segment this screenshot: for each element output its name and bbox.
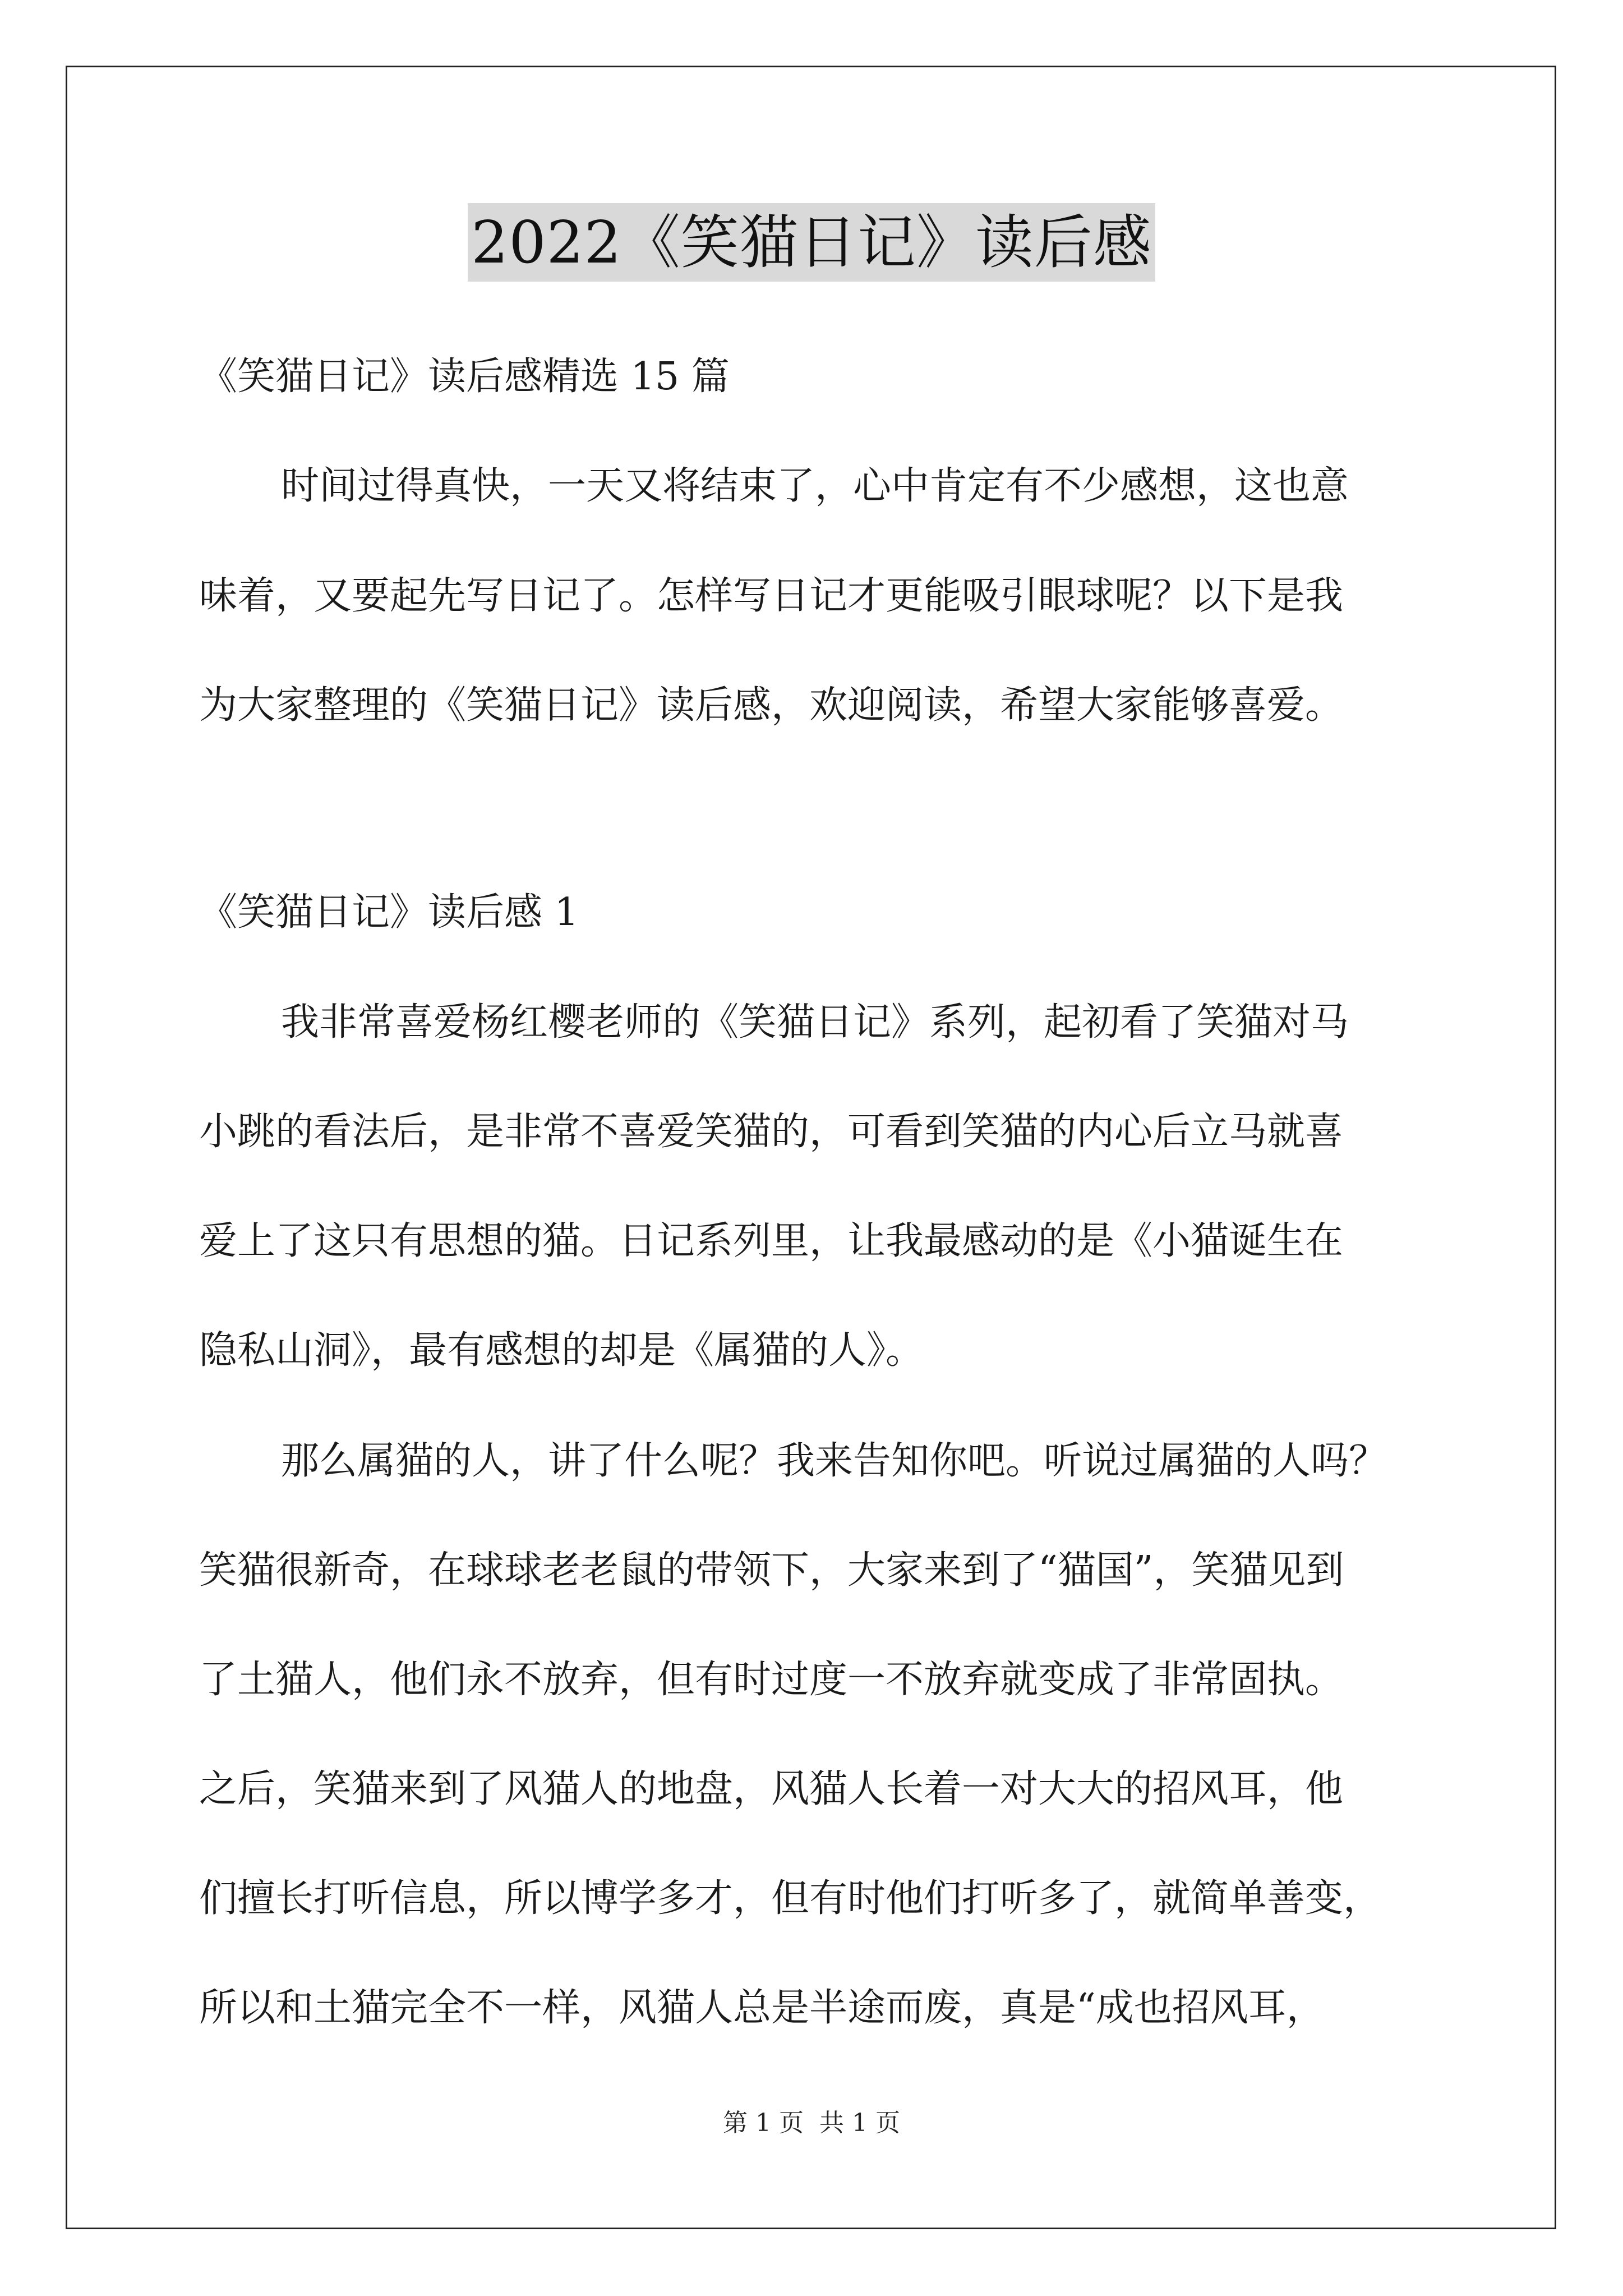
paragraph-line: 了土猫人，他们永不放弃，但有时过度一不放弃就变成了非常固执。	[199, 1658, 1344, 1702]
paragraph-line: 笑猫很新奇，在球球老老鼠的带领下，大家来到了“猫国”，笑猫见到	[199, 1548, 1344, 1593]
intro-line: 时间过得真快，一天又将结束了，心中肯定有不少感想，这也意	[281, 464, 1349, 508]
paragraph-line: 我非常喜爱杨红樱老师的《笑猫日记》系列，起初看了笑猫对马	[281, 1000, 1349, 1045]
title-container	[0, 203, 1623, 282]
paragraph-line: 之后，笑猫来到了风猫人的地盘，风猫人长着一对大大的招风耳，他	[199, 1767, 1344, 1811]
paragraph-line: 隐私山洞》，最有感想的却是《属猫的人》。	[199, 1328, 924, 1373]
paragraph-line: 所以和土猫完全不一样，风猫人总是半途而废，真是“成也招风耳，	[199, 1986, 1325, 2030]
page-total: 共 1 页	[819, 2109, 900, 2137]
section-heading: 《笑猫日记》读后感 1	[199, 890, 579, 935]
paragraph-line: 那么属猫的人，讲了什么呢？我来告知你吧。听说过属猫的人吗？	[281, 1439, 1387, 1483]
paragraph-line: 小跳的看法后，是非常不喜爱笑猫的，可看到笑猫的内心后立马就喜	[199, 1110, 1344, 1154]
document-subtitle: 《笑猫日记》读后感精选 15 篇	[199, 355, 730, 399]
page-footer	[0, 2106, 1623, 2140]
intro-line: 味着，又要起先写日记了。怎样写日记才更能吸引眼球呢？以下是我	[199, 574, 1344, 618]
intro-line: 为大家整理的《笑猫日记》读后感，欢迎阅读，希望大家能够喜爱。	[199, 683, 1344, 728]
page-number: 第 1 页	[723, 2109, 804, 2137]
paragraph-line: 们擅长打听信息，所以博学多才，但有时他们打听多了，就简单善变，	[199, 1876, 1382, 1921]
paragraph-line: 爱上了这只有思想的猫。日记系列里，让我最感动的是《小猫诞生在	[199, 1219, 1344, 1263]
document-title: 2022《笑猫日记》读后感	[468, 203, 1155, 282]
